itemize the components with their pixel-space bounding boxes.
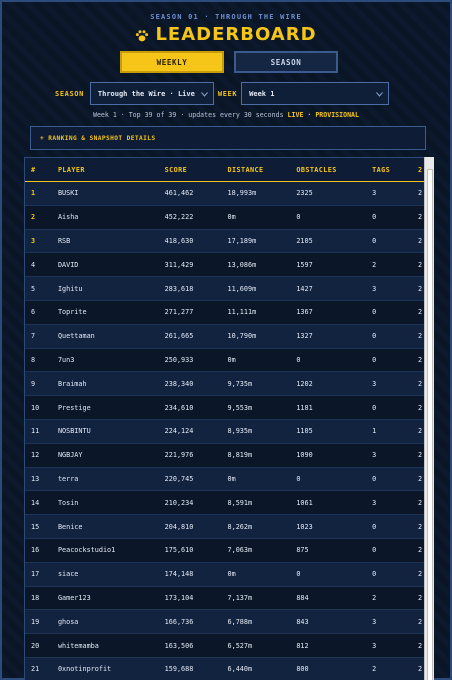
extra-cell: 2	[418, 427, 423, 436]
obstacles-cell: 1105	[296, 427, 313, 436]
season-filter-label: SEASON	[55, 89, 84, 98]
obstacles-cell: 0	[296, 474, 301, 483]
player-cell: Tosin	[57, 498, 79, 507]
tags-cell: 1	[372, 427, 377, 436]
rank-cell: 2	[31, 213, 36, 222]
column-header-obstacles[interactable]: OBSTACLES	[296, 165, 337, 174]
player-cell: Toprite	[57, 308, 87, 317]
distance-cell: 8,591m	[227, 498, 253, 507]
obstacles-cell: 2325	[296, 189, 313, 198]
table-row[interactable]	[25, 491, 434, 515]
tags-cell: 2	[372, 260, 377, 269]
table-row[interactable]	[25, 277, 434, 301]
tags-cell: 0	[372, 570, 377, 579]
obstacles-cell: 1427	[296, 284, 313, 293]
player-cell: whitemamba	[57, 641, 99, 650]
distance-cell: 11,609m	[227, 284, 257, 293]
score-cell: 224,124	[164, 427, 194, 436]
status-text: Week 1 · Top 39 of 39 · updates every 30 seconds	[92, 111, 284, 119]
status-line	[2, 111, 450, 119]
rank-cell: 5	[31, 284, 36, 293]
table-row[interactable]	[25, 444, 434, 468]
table-row[interactable]	[25, 515, 434, 539]
player-cell: terra	[57, 474, 79, 483]
distance-cell: 7,137m	[227, 593, 253, 602]
rank-cell: 13	[31, 474, 40, 483]
week-filter-label: WEEK	[217, 89, 238, 98]
obstacles-cell: 884	[296, 593, 309, 602]
obstacles-cell: 875	[296, 546, 309, 555]
player-cell: Peacockstudio1	[57, 546, 116, 555]
player-cell: NGBJAY	[57, 451, 83, 460]
leaderboard-table	[24, 157, 434, 680]
period-tabs	[120, 51, 338, 73]
distance-cell: 9,553m	[227, 403, 253, 412]
score-cell: 250,933	[164, 355, 194, 364]
tags-cell: 3	[372, 498, 377, 507]
score-cell: 210,234	[164, 498, 194, 507]
distance-cell: 17,189m	[227, 236, 257, 245]
obstacles-cell: 1597	[296, 260, 313, 269]
table-row[interactable]	[25, 230, 434, 254]
player-cell: Gamer123	[57, 593, 91, 602]
tags-cell: 3	[372, 284, 377, 293]
distance-cell: 6,440m	[227, 665, 253, 674]
score-cell: 234,610	[164, 403, 194, 412]
week-select[interactable]	[241, 82, 389, 105]
distance-cell: 6,527m	[227, 641, 253, 650]
tags-cell: 3	[372, 189, 377, 198]
title-row	[2, 24, 450, 45]
score-cell: 271,277	[164, 308, 194, 317]
rank-cell: 18	[31, 593, 40, 602]
score-cell: 220,745	[164, 474, 194, 483]
chevron-down-icon	[376, 91, 383, 99]
table-row[interactable]	[25, 206, 434, 230]
tags-cell: 3	[372, 451, 377, 460]
table-row[interactable]	[25, 325, 434, 349]
table-row[interactable]	[25, 301, 434, 325]
tags-cell: 3	[372, 641, 377, 650]
table-row[interactable]	[25, 610, 434, 634]
distance-cell: 7,063m	[227, 546, 253, 555]
obstacles-cell: 843	[296, 617, 309, 626]
player-cell: siace	[57, 570, 79, 579]
obstacles-cell: 1202	[296, 379, 313, 388]
page-title: LEADERBOARD	[155, 24, 317, 45]
tab-weekly[interactable]: WEEKLY	[120, 51, 224, 73]
player-cell: RSB	[57, 236, 71, 245]
distance-cell: 11,111m	[227, 308, 257, 317]
column-header-tags[interactable]: TAGS	[372, 165, 391, 174]
extra-cell: 2	[418, 403, 423, 412]
tags-cell: 0	[372, 403, 377, 412]
obstacles-cell: 1090	[296, 451, 313, 460]
extra-cell: 2	[418, 617, 423, 626]
extra-cell: 2	[418, 379, 423, 388]
distance-cell: 0m	[227, 355, 236, 364]
distance-cell: 0m	[227, 474, 236, 483]
score-cell: 452,222	[164, 213, 194, 222]
rank-cell: 9	[31, 379, 36, 388]
rank-cell: 19	[31, 617, 40, 626]
paw-icon	[135, 28, 149, 42]
column-header-distance[interactable]: DISTANCE	[227, 165, 264, 174]
score-cell: 204,810	[164, 522, 194, 531]
scrollbar-thumb[interactable]	[427, 169, 433, 680]
rank-cell: 3	[31, 236, 36, 245]
player-cell: Aisha	[57, 213, 79, 222]
table-row[interactable]	[25, 253, 434, 277]
column-header-rank[interactable]: #	[31, 165, 36, 174]
distance-cell: 8,262m	[227, 522, 253, 531]
player-cell: Braimah	[57, 379, 87, 388]
extra-cell: 2	[418, 284, 423, 293]
rank-cell: 17	[31, 570, 40, 579]
score-cell: 418,630	[164, 236, 194, 245]
column-header-score[interactable]: SCORE	[164, 165, 188, 174]
live-badge: LIVE · PROVISIONAL	[287, 111, 359, 119]
tags-cell: 3	[372, 379, 377, 388]
extra-cell: 2	[418, 570, 423, 579]
score-cell: 238,340	[164, 379, 194, 388]
rank-cell: 15	[31, 522, 40, 531]
tags-cell: 3	[372, 617, 377, 626]
rank-cell: 14	[31, 498, 40, 507]
score-cell: 221,976	[164, 451, 194, 460]
distance-cell: 10,790m	[227, 332, 257, 341]
obstacles-cell: 800	[296, 665, 309, 674]
extra-cell: 2	[418, 213, 423, 222]
player-cell: Benice	[57, 522, 83, 531]
extra-cell: 2	[418, 332, 423, 341]
extra-cell: 2	[418, 189, 423, 198]
score-cell: 159,688	[164, 665, 194, 674]
season-subtitle: SEASON 01 · THROUGH THE WIRE	[150, 13, 302, 21]
extra-cell: 2	[418, 546, 423, 555]
tags-cell: 0	[372, 308, 377, 317]
table-row[interactable]	[25, 372, 434, 396]
rank-cell: 4	[31, 260, 36, 269]
tags-cell: 0	[372, 522, 377, 531]
rank-cell: 21	[31, 665, 40, 674]
score-cell: 261,665	[164, 332, 194, 341]
obstacles-cell: 812	[296, 641, 309, 650]
score-cell: 174,148	[164, 570, 194, 579]
extra-cell: 2	[418, 236, 423, 245]
table-row[interactable]	[25, 658, 434, 680]
distance-cell: 6,788m	[227, 617, 253, 626]
obstacles-cell: 0	[296, 570, 301, 579]
tags-cell: 0	[372, 546, 377, 555]
obstacles-cell: 0	[296, 213, 301, 222]
extra-cell: 2	[418, 451, 423, 460]
tags-cell: 0	[372, 332, 377, 341]
obstacles-cell: 1023	[296, 522, 313, 531]
obstacles-cell: 0	[296, 355, 301, 364]
rank-cell: 16	[31, 546, 40, 555]
score-cell: 166,736	[164, 617, 194, 626]
season-select[interactable]	[90, 82, 214, 105]
column-header-player[interactable]: PLAYER	[57, 165, 85, 174]
season-select-value: Through the Wire · Live	[97, 89, 195, 98]
score-cell: 283,618	[164, 284, 194, 293]
distance-cell: 0m	[227, 570, 236, 579]
distance-cell: 0m	[227, 213, 236, 222]
player-cell: Prestige	[57, 403, 91, 412]
extra-cell: 2	[418, 593, 423, 602]
chevron-down-icon	[201, 91, 208, 99]
table-row[interactable]	[25, 420, 434, 444]
score-cell: 461,462	[164, 189, 194, 198]
score-cell: 163,506	[164, 641, 194, 650]
rank-cell: 12	[31, 451, 40, 460]
score-cell: 173,104	[164, 593, 194, 602]
rank-cell: 10	[31, 403, 40, 412]
distance-cell: 8,935m	[227, 427, 253, 436]
table-row[interactable]	[25, 563, 434, 587]
obstacles-cell: 1181	[296, 403, 313, 412]
distance-cell: 8,819m	[227, 451, 253, 460]
table-row[interactable]	[25, 396, 434, 420]
extra-cell: 2	[418, 522, 423, 531]
obstacles-cell: 2105	[296, 236, 313, 245]
obstacles-cell: 1327	[296, 332, 313, 341]
player-cell: DAVID	[57, 260, 79, 269]
obstacles-cell: 1367	[296, 308, 313, 317]
score-cell: 175,610	[164, 546, 194, 555]
extra-cell: 2	[418, 260, 423, 269]
tags-cell: 0	[372, 213, 377, 222]
tags-cell: 2	[372, 665, 377, 674]
distance-cell: 18,993m	[227, 189, 257, 198]
ranking-details-toggle[interactable]: + RANKING & SNAPSHOT DETAILS	[30, 126, 426, 150]
table-header	[25, 158, 434, 182]
player-cell: Ighitu	[57, 284, 83, 293]
rank-cell: 11	[31, 427, 40, 436]
player-cell: NOSBINTU	[57, 427, 91, 436]
extra-cell: 2	[418, 641, 423, 650]
player-cell: Quettaman	[57, 332, 95, 341]
player-cell: 0xnotinprofit	[57, 665, 112, 674]
extra-cell: 2	[418, 355, 423, 364]
table-row[interactable]	[25, 182, 434, 206]
score-cell: 311,429	[164, 260, 194, 269]
rank-cell: 6	[31, 308, 36, 317]
player-cell: ghosa	[57, 617, 79, 626]
rank-cell: 7	[31, 332, 36, 341]
player-cell: 7un3	[57, 355, 75, 364]
distance-cell: 13,086m	[227, 260, 257, 269]
extra-cell: 2	[418, 665, 423, 674]
table-row[interactable]	[25, 349, 434, 373]
tags-cell: 0	[372, 236, 377, 245]
rank-cell: 8	[31, 355, 36, 364]
table-row[interactable]	[25, 634, 434, 658]
rank-cell: 20	[31, 641, 40, 650]
filter-bar	[55, 82, 389, 105]
tags-cell: 2	[372, 593, 377, 602]
column-header-extra[interactable]: 2	[418, 165, 423, 174]
extra-cell: 2	[418, 498, 423, 507]
week-select-value: Week 1	[249, 89, 275, 98]
vertical-scrollbar[interactable]	[424, 157, 434, 680]
tags-cell: 0	[372, 474, 377, 483]
tags-cell: 0	[372, 355, 377, 364]
table-row[interactable]	[25, 587, 434, 611]
player-cell: BUSKI	[57, 189, 79, 198]
rank-cell: 1	[31, 189, 36, 198]
table-row[interactable]	[25, 468, 434, 492]
extra-cell: 2	[418, 474, 423, 483]
extra-cell: 2	[418, 308, 423, 317]
table-row[interactable]	[25, 539, 434, 563]
tab-season[interactable]: SEASON	[234, 51, 338, 73]
distance-cell: 9,735m	[227, 379, 253, 388]
table-body	[25, 182, 434, 680]
obstacles-cell: 1061	[296, 498, 313, 507]
